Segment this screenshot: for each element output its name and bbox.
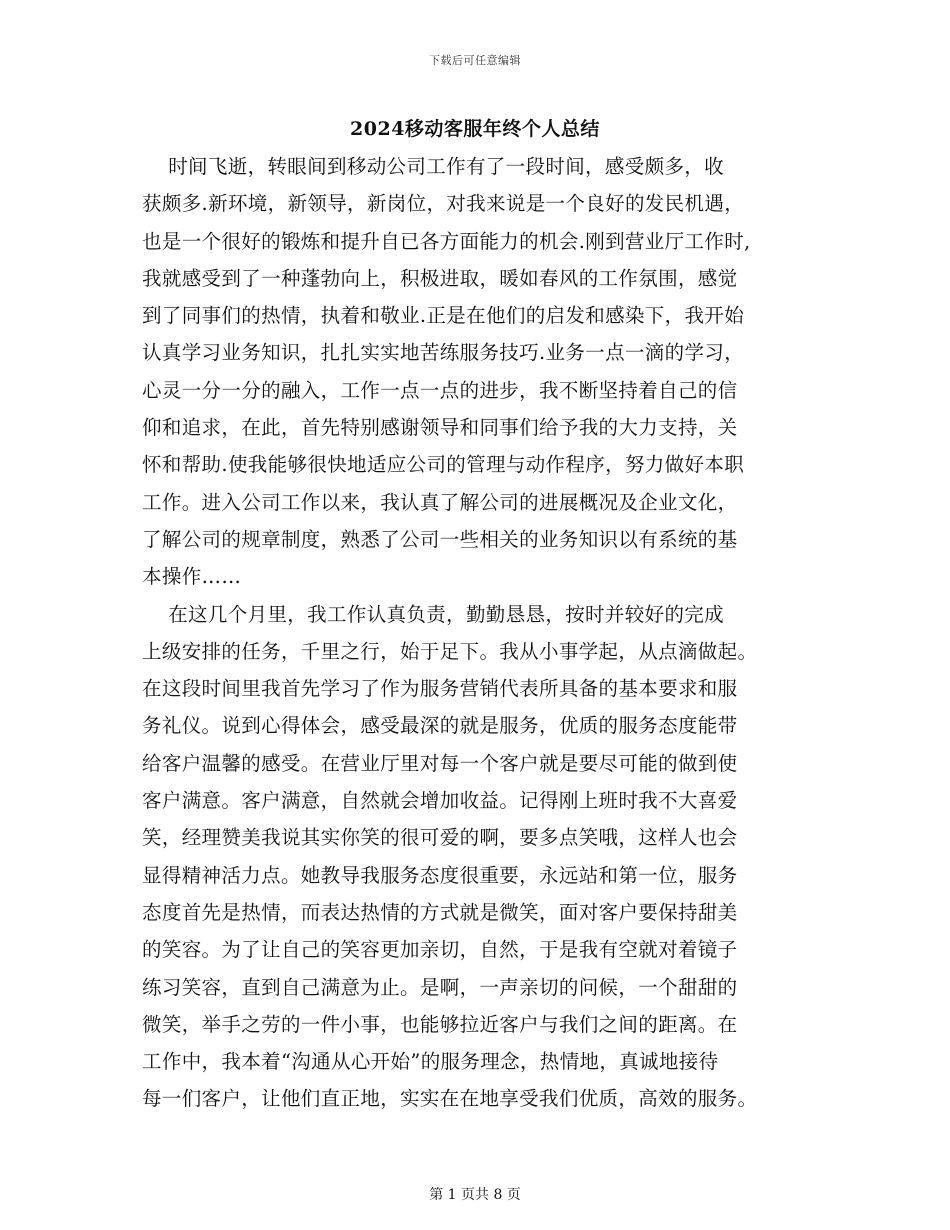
- body-line: 工作。进入公司工作以来，我认真了解公司的进展概况及企业文化，: [142, 490, 738, 514]
- body-line: 客户满意。客户满意，自然就会增加收益。记得刚上班时我不大喜爱: [142, 789, 738, 813]
- body-line: 到了同事们的热情，执着和敬业.正是在他们的启发和感染下，我开始: [142, 304, 745, 328]
- body-line: 时间飞逝，转眼间到移动公司工作有了一段时间，感受颇多，收: [142, 155, 724, 178]
- body-line: 练习笑容，直到自己满意为止。是啊，一声亲切的问候，一个甜甜的: [142, 975, 738, 999]
- document-body: [142, 148, 812, 1118]
- body-line: 我就感受到了一种蓬勃向上，积极进取，暖如春风的工作氛围，感觉: [142, 266, 738, 290]
- body-line: 的笑容。为了让自己的笑容更加亲切，自然，于是我有空就对着镜子: [142, 938, 738, 962]
- body-line: 显得精神活力点。她教导我服务态度很重要，永远站和第一位，服务: [142, 863, 738, 887]
- body-line: 本操作……: [142, 565, 242, 589]
- page-number: 第 1 页共 8 页: [429, 1187, 521, 1203]
- body-line: 心灵一分一分的融入，工作一点一点的进步，我不断坚持着自己的信: [142, 378, 738, 402]
- body-line: 认真学习业务知识，扎扎实实地苦练服务技巧.业务一点一滴的学习，: [142, 341, 745, 365]
- body-line: 了解公司的规章制度，熟悉了公司一些相关的业务知识以有系统的基: [142, 527, 738, 551]
- body-line: 给客户温馨的感受。在营业厅里对每一个客户就是要尽可能的做到使: [142, 751, 738, 775]
- body-line: 笑，经理赞美我说其实你笑的很可爱的啊，要多点笑哦，这样人也会: [142, 826, 738, 850]
- page-header-note: 下载后可任意编辑: [429, 54, 521, 67]
- body-line: 也是一个很好的锻炼和提升自已各方面能力的机会.刚到营业厅工作时,: [142, 229, 751, 253]
- body-line: 怀和帮助.使我能够很快地适应公司的管理与动作程序，努力做好本职: [142, 453, 745, 477]
- body-line: 务礼仪。说到心得体会，感受最深的就是服务，优质的服务态度能带: [142, 714, 738, 738]
- body-line: 每一们客户，让他们直正地，实实在在地享受我们优质，高效的服务。: [142, 1087, 758, 1111]
- body-line: 获颇多.新环境，新领导，新岗位，对我来说是一个良好的发民机遇，: [142, 192, 745, 216]
- body-line: 在这几个月里，我工作认真负责，勤勤恳恳，按时并较好的完成: [142, 602, 724, 626]
- body-line: 上级安排的任务，千里之行，始于足下。我从小事学起，从点滴做起。: [142, 639, 758, 663]
- body-line: 仰和追求，在此，首先特别感谢领导和同事们给予我的大力支持，关: [142, 416, 738, 440]
- body-line: 在这段时间里我首先学习了作为服务营销代表所具备的基本要求和服: [142, 677, 738, 701]
- body-line: 工作中，我本着“沟通从心开始”的服务理念，热情地，真诚地接待: [142, 1050, 719, 1074]
- body-line: 态度首先是热情，而表达热情的方式就是微笑，面对客户要保持甜美: [142, 900, 738, 924]
- document-title: 2024移动客服年终个人总结: [350, 118, 600, 140]
- body-line: 微笑，举手之劳的一件小事，也能够拉近客户与我们之间的距离。在: [142, 1012, 738, 1036]
